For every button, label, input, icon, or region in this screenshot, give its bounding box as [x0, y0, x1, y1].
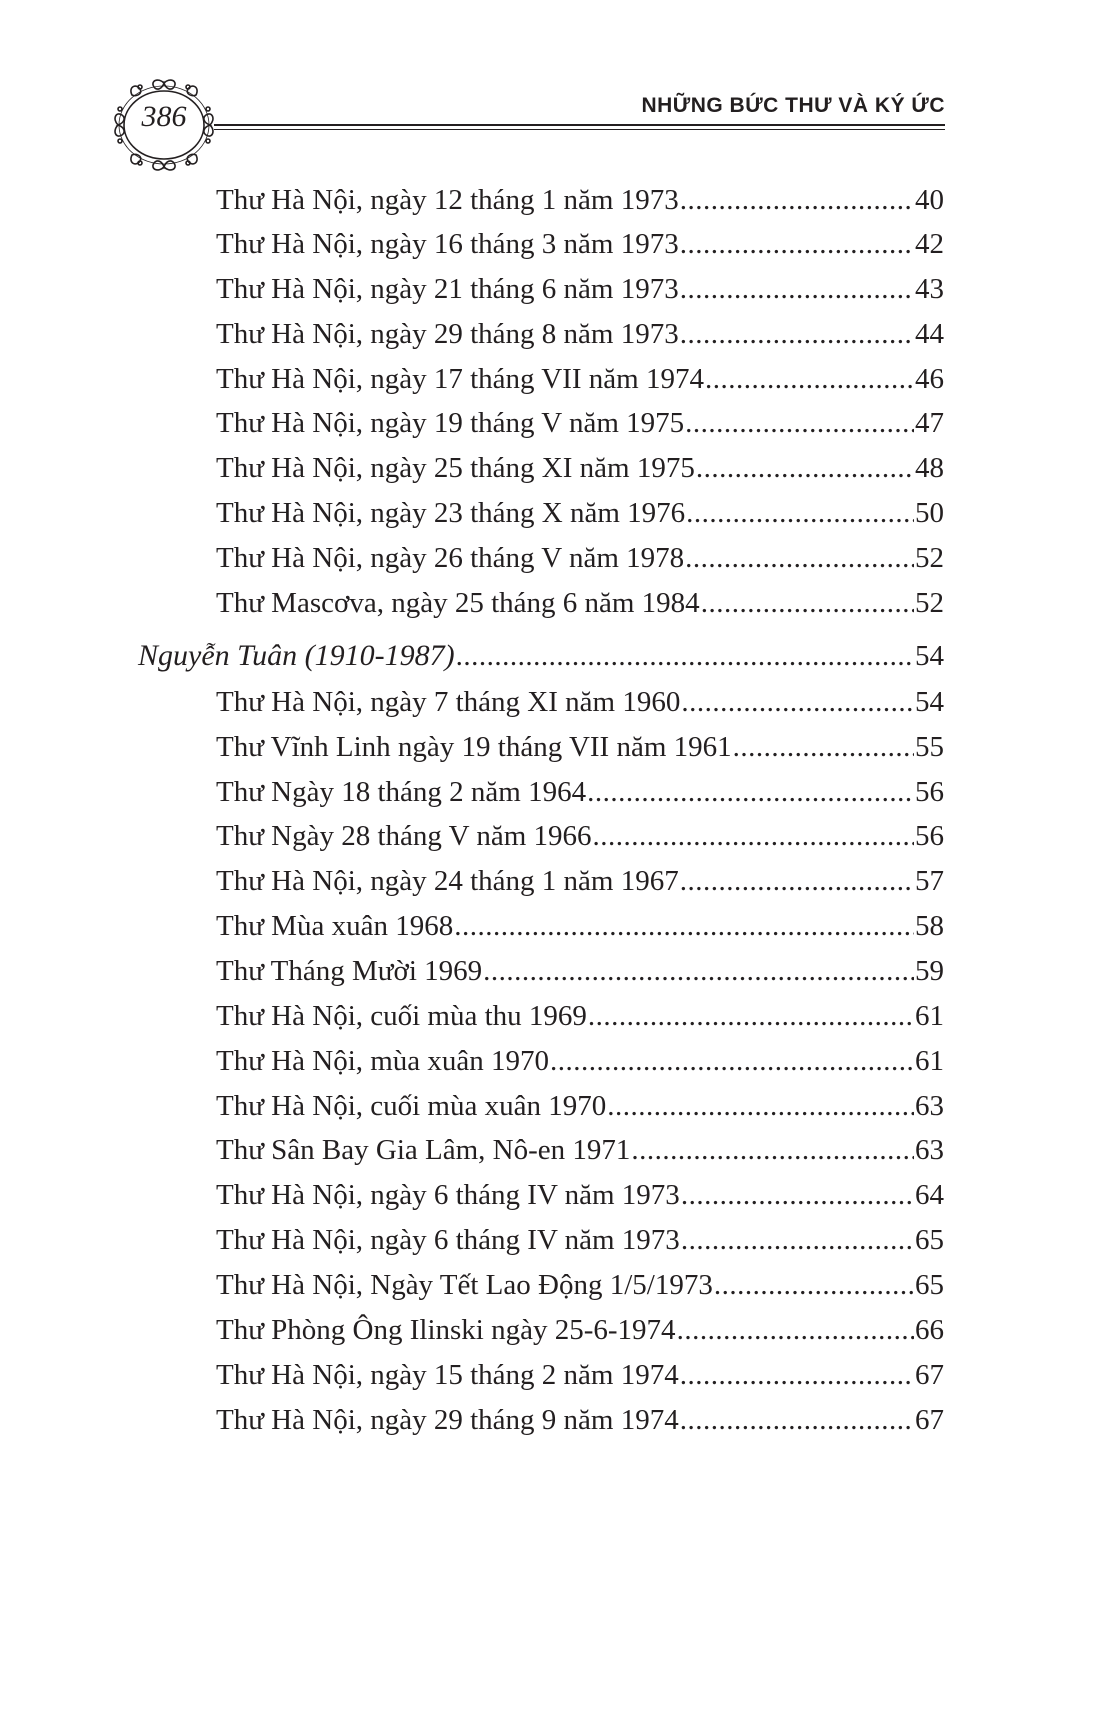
- toc-section-title: Nguyễn Tuân (1910-1987): [138, 639, 455, 672]
- toc-entry: [216, 729, 944, 765]
- toc-entry: [216, 271, 944, 307]
- toc-entry-page: 56: [915, 776, 944, 808]
- toc-entry-page: 54: [915, 640, 944, 672]
- toc-entry-page: 63: [915, 1090, 944, 1122]
- toc-entry: [216, 1312, 944, 1348]
- dot-leader: [587, 774, 914, 810]
- header-rule-thin: [214, 129, 945, 130]
- toc-entry-page: 52: [915, 587, 944, 619]
- toc-entry: [216, 1402, 944, 1438]
- toc-entry-page: 50: [915, 497, 944, 529]
- toc-entry: [216, 953, 944, 989]
- toc-entry-page: 43: [915, 273, 944, 305]
- toc-entry-page: 64: [915, 1179, 944, 1211]
- running-title: NHỮNG BỨC THƯ VÀ KÝ ỨC: [641, 94, 945, 117]
- toc-entry-title: Thư Hà Nội, ngày 15 tháng 2 năm 1974: [216, 1359, 679, 1391]
- toc-entry-title: Thư Sân Bay Gia Lâm, Nô-en 1971: [216, 1134, 631, 1166]
- dot-leader: [456, 638, 914, 674]
- toc-entry-title: Thư Hà Nội, ngày 26 tháng V năm 1978: [216, 542, 685, 574]
- toc-entry: [216, 182, 944, 218]
- toc-entry-title: Thư Hà Nội, ngày 6 tháng IV năm 1973: [216, 1224, 680, 1256]
- toc-entry: [216, 316, 944, 352]
- toc-entry: [216, 1267, 944, 1303]
- toc-entry: [216, 1132, 944, 1168]
- toc-entry-title: Thư Mascơva, ngày 25 tháng 6 năm 1984: [216, 587, 700, 619]
- toc-entry-page: 54: [915, 686, 944, 718]
- dot-leader: [681, 1177, 914, 1213]
- toc-entry: [216, 684, 944, 720]
- toc-entry-page: 55: [915, 731, 944, 763]
- toc-entry-title: Thư Ngày 18 tháng 2 năm 1964: [216, 776, 587, 808]
- toc-entry-page: 46: [915, 363, 944, 395]
- toc-entry: [216, 818, 944, 854]
- toc-entry-page: 44: [915, 318, 944, 350]
- toc-entry-title: Thư Hà Nội, ngày 29 tháng 9 năm 1974: [216, 1404, 679, 1436]
- toc-entry: [216, 1043, 944, 1079]
- dot-leader: [681, 1222, 914, 1258]
- page-header: [0, 0, 1103, 170]
- dot-leader: [680, 1402, 914, 1438]
- toc-entry-title: Thư Hà Nội, ngày 21 tháng 6 năm 1973: [216, 273, 679, 305]
- toc-entry: [216, 1088, 944, 1124]
- toc-entry-page: 58: [915, 910, 944, 942]
- page-number: 386: [141, 100, 187, 133]
- toc-entry-page: 47: [915, 407, 944, 439]
- toc-entry-title: Thư Hà Nội, Ngày Tết Lao Động 1/5/1973: [216, 1269, 713, 1301]
- toc-entry-page: 56: [915, 820, 944, 852]
- toc-entry-title: Thư Hà Nội, ngày 19 tháng V năm 1975: [216, 407, 685, 439]
- toc-entry: [216, 540, 944, 576]
- toc-entry: [216, 1177, 944, 1213]
- dot-leader: [696, 450, 914, 486]
- toc-entry-page: 63: [915, 1134, 944, 1166]
- toc-entry: [216, 774, 944, 810]
- toc-entry-page: 65: [915, 1269, 944, 1301]
- dot-leader: [588, 998, 914, 1034]
- toc-entry-title: Thư Hà Nội, ngày 17 tháng VII năm 1974: [216, 363, 704, 395]
- toc-entry-title: Thư Ngày 28 tháng V năm 1966: [216, 820, 592, 852]
- toc-entry-page: 52: [915, 542, 944, 574]
- toc-entry-page: 66: [915, 1314, 944, 1346]
- dot-leader: [680, 226, 914, 262]
- toc-entry-page: 42: [915, 228, 944, 260]
- dot-leader: [631, 1132, 914, 1168]
- dot-leader: [483, 953, 914, 989]
- toc-entry: [216, 361, 944, 397]
- toc-entry-page: 57: [915, 865, 944, 897]
- toc-entry: [216, 863, 944, 899]
- toc-entry-title: Thư Hà Nội, mùa xuân 1970: [216, 1045, 550, 1077]
- dot-leader: [607, 1088, 914, 1124]
- dot-leader: [681, 684, 914, 720]
- dot-leader: [701, 585, 914, 621]
- toc-entry: [216, 908, 944, 944]
- dot-leader: [454, 908, 914, 944]
- toc-entry-title: Thư Vĩnh Linh ngày 19 tháng VII năm 1961: [216, 731, 732, 763]
- dot-leader: [733, 729, 914, 765]
- toc-entry-title: Thư Hà Nội, ngày 7 tháng XI năm 1960: [216, 686, 681, 718]
- toc-entry-title: Thư Hà Nội, ngày 29 tháng 8 năm 1973: [216, 318, 679, 350]
- dot-leader: [677, 1312, 914, 1348]
- dot-leader: [685, 405, 914, 441]
- toc-entry: [216, 450, 944, 486]
- toc-entry-title: Thư Hà Nội, cuối mùa xuân 1970: [216, 1090, 607, 1122]
- toc-entry: [216, 1222, 944, 1258]
- dot-leader: [680, 182, 914, 218]
- dot-leader: [680, 271, 914, 307]
- toc-entry-title: Thư Hà Nội, ngày 23 tháng X năm 1976: [216, 497, 686, 529]
- toc-entry-page: 67: [915, 1359, 944, 1391]
- toc-entry: [216, 1357, 944, 1393]
- dot-leader: [680, 316, 914, 352]
- toc-entry: [216, 495, 944, 531]
- toc-entry-page: 40: [915, 184, 944, 216]
- toc-entry-page: 67: [915, 1404, 944, 1436]
- dot-leader: [714, 1267, 914, 1303]
- header-rule: [214, 124, 945, 126]
- toc-entry: [216, 226, 944, 262]
- dot-leader: [680, 1357, 914, 1393]
- dot-leader: [680, 863, 914, 899]
- dot-leader: [550, 1043, 914, 1079]
- toc-entry-page: 48: [915, 452, 944, 484]
- dot-leader: [685, 540, 914, 576]
- dot-leader: [705, 361, 914, 397]
- toc-section-author: [138, 638, 944, 674]
- toc-entry-title: Thư Hà Nội, ngày 12 tháng 1 năm 1973: [216, 184, 679, 216]
- dot-leader: [686, 495, 914, 531]
- toc-entry-page: 59: [915, 955, 944, 987]
- toc-entry-title: Thư Hà Nội, cuối mùa thu 1969: [216, 1000, 587, 1032]
- toc-entry-page: 61: [915, 1045, 944, 1077]
- toc-entry-title: Thư Hà Nội, ngày 6 tháng IV năm 1973: [216, 1179, 680, 1211]
- toc-entry: [216, 998, 944, 1034]
- toc-entry: [216, 405, 944, 441]
- toc-entry-title: Thư Mùa xuân 1968: [216, 910, 454, 942]
- dot-leader: [593, 818, 915, 854]
- toc-entry-title: Thư Phòng Ông Ilinski ngày 25-6-1974: [216, 1314, 676, 1346]
- toc-entry-title: Thư Tháng Mười 1969: [216, 955, 483, 987]
- toc-entry: [216, 585, 944, 621]
- toc-entry-title: Thư Hà Nội, ngày 16 tháng 3 năm 1973: [216, 228, 679, 260]
- toc-entry-page: 65: [915, 1224, 944, 1256]
- toc-entry-title: Thư Hà Nội, ngày 24 tháng 1 năm 1967: [216, 865, 679, 897]
- toc-entry-page: 61: [915, 1000, 944, 1032]
- toc-entry-title: Thư Hà Nội, ngày 25 tháng XI năm 1975: [216, 452, 695, 484]
